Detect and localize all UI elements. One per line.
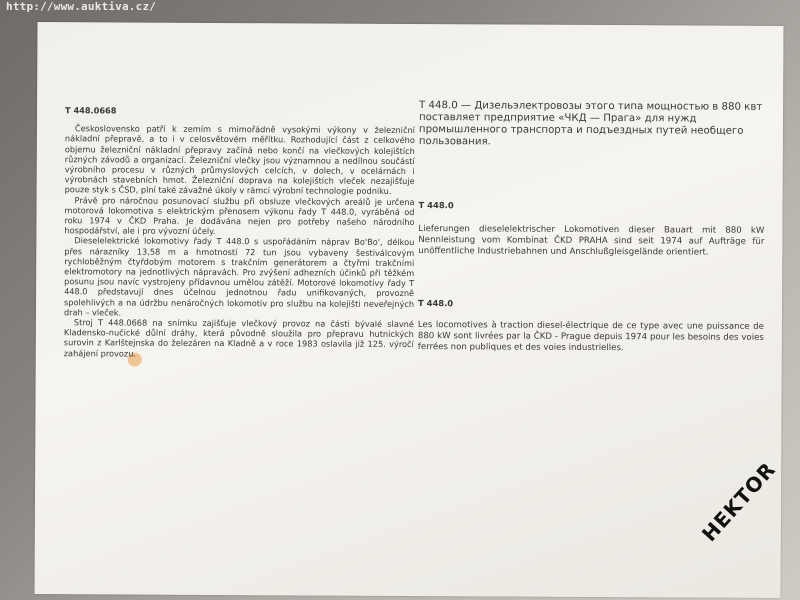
watermark-url: http://www.auktiva.cz/ bbox=[6, 0, 157, 13]
german-heading: T 448.0 bbox=[418, 200, 454, 211]
czech-paragraph: Československo patří k zemím s mimořádně vysokými výkony v železniční nákladní přepravě, a to i v celosvětovém měřítku. Rozhodující část z celkového objemu železniční nákladní přepravy začíná nebo končí na vlečkových kolejištích různých závodů a organizací. Železniční vlečky jsou významnou a nedílnou součástí výrobního procesu v různých průmyslových celcích, v dolech, v ocelárnách i výrobnách stavebních hmot. Železniční doprava na kolejištích vleček nezajišťuje pouze styk s ČSD, plní také závažné úkoly v rámci výrobní technologie podniku. bbox=[64, 123, 415, 197]
czech-paragraph: Dieselelektrické lokomotivy řady T 448.0 s uspořádáním náprav Bo'Bo', délkou přes nárazníky 13,58 m a hmotností 72 tun jsou vybaveny šestiválcovým rychloběžným čtyřdobým motorem s trakčním generátorem a čtyřmi trakčními elektromotory na jednotlivých nápravách. Pro zvýšení adhezních účinků při těžkém posunu jsou navíc vystrojeny přídavnou umělou zátěží. Motorové lokomotivy řady T 448.0 představují dnes účelnou jednotnou řadu unifikovaných, provozně spolehlivých a na údržbu nenáročných lokomotiv pro službu na kolejišti neveřejných drah – vleček. bbox=[63, 235, 415, 318]
russian-description: T 448.0 — Дизельэлектровозы этого типа мощностью в 880 квт поставляет предприятие «ЧКД — Прага» для нужд промышленного транспорта и подъездных путей необщего пользования. bbox=[418, 100, 763, 148]
czech-description bbox=[64, 105, 415, 360]
postcard-back bbox=[35, 22, 784, 598]
locomotive-code: T 448.0668 bbox=[65, 105, 117, 116]
french-heading: T 448.0 bbox=[418, 298, 454, 309]
seller-stamp: HEKTOR bbox=[697, 457, 781, 547]
czech-paragraph: Stroj T 448.0668 na snímku zajišťuje vlečkový provoz na části bývalé slavné Kladensko-nučické důlní dráhy, která původně sloužila pro přepravu hutnických surovin z Karlštejnska do železáren na Kladně a v roce 1983 oslavila již 125. výročí zahájení provozu. bbox=[63, 317, 414, 359]
french-description: Les locomotives à traction diesel-électrique de ce type avec une puissance de 880 kW sont livrées par la ČKD - Prague depuis 1974 pour les besoins des voies ferrées non publiques et des voies industrielles. bbox=[417, 320, 764, 354]
german-description: Lieferungen dieselelektrischer Lokomotiven dieser Bauart mit 880 kW Nennleistung vom Kombinat ČKD PRAHA sind seit 1974 auf Aufträge für unöffentliche Industriebahnen und Anschlußgleisgelände orientiert. bbox=[418, 224, 765, 258]
czech-paragraph: Právě pro náročnou posunovací službu při obsluze vlečkových areálů je určena motorová lokomotiva s elektrickým přenosem výkonu řady T 448.0, vyráběná od roku 1974 v ČKD Praha. Je dodávána nejen pro potřeby našeho národního hospodářství, ale i pro vývozní účely. bbox=[64, 194, 415, 237]
